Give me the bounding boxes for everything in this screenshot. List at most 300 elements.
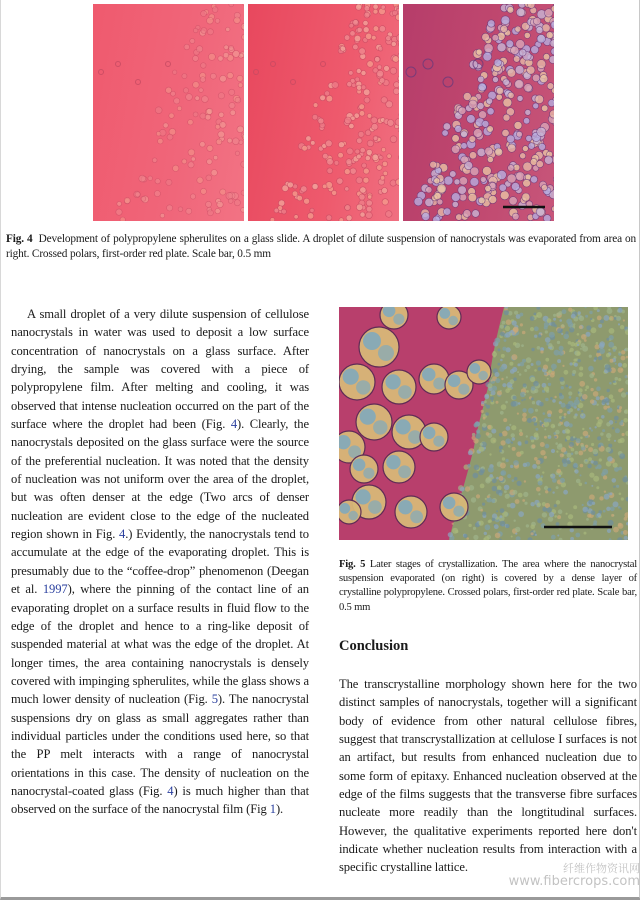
spherulite — [569, 386, 572, 389]
spherulite — [353, 44, 359, 50]
spherulite — [310, 208, 314, 212]
spherulite — [586, 385, 590, 389]
spherulite — [596, 417, 599, 420]
spherulite — [334, 161, 339, 166]
spherulite — [609, 394, 614, 399]
spherulite — [579, 381, 585, 387]
reference-link[interactable]: 1997 — [42, 582, 68, 597]
spherulite — [560, 453, 564, 457]
spherulite — [566, 430, 570, 434]
spherulite — [606, 353, 610, 357]
spherulite — [478, 83, 486, 91]
spherulite — [544, 428, 546, 430]
spherulite — [596, 422, 601, 427]
spherulite — [492, 352, 497, 357]
spherulite — [420, 423, 448, 451]
spherulite — [511, 354, 517, 360]
spherulite — [583, 431, 589, 437]
spherulite — [611, 399, 615, 403]
spherulite — [502, 457, 505, 460]
spherulite — [491, 429, 496, 434]
spherulite — [459, 177, 467, 185]
reference-link[interactable]: 4 — [230, 417, 238, 432]
spherulite — [384, 66, 390, 72]
spherulite — [615, 363, 617, 365]
spherulite — [377, 165, 383, 171]
spherulite — [302, 145, 308, 151]
spherulite — [495, 372, 500, 377]
spherulite — [373, 136, 378, 141]
spherulite — [621, 350, 625, 354]
spherulite — [593, 391, 599, 397]
spherulite — [548, 435, 550, 437]
spherulite — [281, 209, 286, 214]
spherulite — [589, 373, 594, 378]
spherulite — [505, 332, 511, 338]
body-text-right-column — [339, 675, 637, 877]
spherulite — [362, 163, 367, 168]
spherulite — [554, 350, 560, 356]
spherulite — [604, 494, 610, 500]
spherulite — [480, 509, 483, 512]
spherulite — [378, 345, 394, 361]
spherulite — [552, 478, 557, 483]
spherulite — [469, 152, 476, 159]
spherulite — [566, 513, 568, 515]
spherulite — [537, 346, 541, 350]
spherulite — [227, 138, 232, 143]
spherulite — [547, 507, 552, 512]
spherulite — [581, 410, 583, 412]
spherulite — [511, 387, 513, 389]
spherulite — [386, 211, 393, 218]
spherulite — [531, 348, 534, 351]
spherulite — [338, 152, 344, 158]
spherulite — [347, 82, 352, 87]
spherulite — [618, 308, 623, 313]
spherulite — [306, 136, 311, 141]
fig5-label: Fig. 5 — [339, 559, 366, 570]
spherulite — [524, 502, 527, 505]
spherulite — [562, 458, 567, 463]
spherulite — [495, 533, 501, 539]
spherulite — [393, 88, 399, 94]
spherulite — [573, 415, 576, 418]
spherulite — [353, 459, 366, 472]
spherulite — [465, 486, 470, 491]
spherulite — [575, 533, 580, 538]
spherulite — [559, 409, 563, 413]
spherulite — [477, 103, 484, 110]
spherulite — [422, 368, 436, 382]
spherulite — [206, 175, 212, 181]
spherulite — [365, 33, 371, 39]
spherulite — [217, 201, 223, 207]
spherulite — [589, 427, 591, 429]
spherulite — [570, 362, 573, 365]
spherulite — [540, 75, 548, 83]
spherulite — [621, 369, 623, 371]
spherulite — [577, 408, 580, 411]
spherulite — [357, 154, 362, 159]
spherulite — [622, 477, 628, 483]
spherulite — [218, 56, 223, 61]
spherulite — [274, 208, 279, 213]
spherulite — [357, 27, 362, 32]
spherulite — [597, 350, 600, 353]
spherulite — [589, 355, 592, 358]
spherulite — [505, 326, 510, 331]
spherulite — [548, 371, 551, 374]
spherulite — [612, 427, 614, 429]
spherulite — [363, 177, 369, 183]
spherulite — [564, 413, 567, 416]
spherulite — [458, 186, 467, 195]
spherulite — [458, 384, 469, 395]
spherulite — [167, 205, 173, 211]
spherulite — [373, 9, 378, 14]
spherulite — [207, 145, 213, 151]
spherulite — [395, 14, 399, 21]
spherulite — [475, 422, 479, 426]
spherulite — [377, 65, 382, 70]
spherulite — [532, 418, 536, 422]
spherulite — [485, 185, 491, 191]
spherulite — [610, 359, 614, 363]
spherulite — [215, 19, 220, 24]
spherulite — [578, 311, 581, 314]
spherulite — [218, 131, 225, 138]
spherulite — [312, 183, 318, 189]
spherulite — [545, 330, 548, 333]
spherulite — [559, 393, 562, 396]
spherulite — [544, 456, 547, 459]
spherulite — [515, 527, 520, 532]
spherulite — [517, 371, 519, 373]
spherulite — [621, 392, 626, 397]
spherulite — [554, 436, 557, 439]
spherulite — [434, 178, 440, 184]
spherulite — [573, 505, 577, 509]
spherulite — [381, 5, 385, 9]
spherulite — [564, 421, 570, 427]
spherulite — [530, 502, 534, 506]
spherulite — [500, 521, 506, 527]
spherulite — [598, 324, 602, 328]
spherulite — [191, 157, 195, 161]
spherulite — [526, 357, 532, 363]
spherulite — [492, 486, 498, 492]
spherulite — [391, 41, 396, 46]
spherulite — [361, 70, 366, 75]
spherulite — [507, 69, 516, 78]
spherulite — [325, 140, 332, 147]
spherulite — [537, 518, 542, 523]
spherulite — [508, 445, 511, 448]
spherulite — [596, 486, 599, 489]
spherulite — [585, 460, 587, 462]
spherulite — [470, 167, 479, 176]
spherulite — [528, 408, 534, 414]
spherulite — [545, 398, 549, 402]
spherulite — [169, 113, 174, 118]
spherulite — [237, 126, 244, 133]
spherulite — [544, 372, 547, 375]
spherulite — [371, 35, 376, 40]
reference-link[interactable]: 4 — [167, 783, 174, 798]
spherulite — [588, 457, 592, 461]
spherulite — [552, 491, 554, 493]
spherulite — [494, 338, 500, 344]
spherulite — [507, 6, 514, 13]
spherulite — [548, 383, 551, 386]
spherulite — [387, 120, 394, 127]
spherulite — [621, 356, 626, 361]
spherulite — [487, 495, 490, 498]
fig4-label: Fig. 4 — [6, 233, 33, 245]
spherulite — [297, 195, 303, 201]
spherulite — [422, 213, 430, 221]
spherulite — [242, 34, 244, 40]
spherulite — [515, 533, 517, 535]
spherulite — [356, 177, 363, 184]
spherulite — [337, 178, 343, 184]
spherulite — [223, 52, 229, 58]
spherulite — [505, 401, 508, 404]
spherulite — [548, 343, 552, 347]
spherulite — [586, 325, 591, 330]
spherulite — [510, 465, 513, 468]
spherulite — [526, 135, 532, 141]
spherulite — [572, 370, 576, 374]
spherulite — [232, 138, 239, 145]
spherulite — [537, 35, 546, 44]
spherulite — [582, 394, 588, 400]
reference-link[interactable]: 4 — [119, 527, 126, 542]
spherulite — [344, 35, 350, 41]
spherulite — [491, 400, 493, 402]
spherulite — [616, 316, 621, 321]
spherulite — [489, 474, 493, 478]
spherulite — [489, 519, 492, 522]
spherulite — [568, 308, 572, 312]
spherulite — [503, 418, 507, 422]
spherulite — [499, 366, 504, 371]
spherulite — [500, 325, 504, 329]
spherulite — [406, 67, 416, 77]
spherulite — [190, 38, 195, 43]
spherulite — [604, 315, 610, 321]
spherulite — [450, 171, 457, 178]
spherulite — [523, 179, 531, 187]
spherulite — [346, 159, 352, 165]
spherulite — [481, 410, 484, 413]
spherulite — [544, 326, 548, 330]
spherulite — [182, 74, 187, 79]
spherulite — [470, 178, 479, 187]
spherulite — [373, 420, 387, 434]
spherulite — [561, 333, 563, 335]
spherulite — [561, 386, 564, 389]
spherulite — [573, 436, 575, 438]
spherulite — [320, 95, 326, 101]
spherulite — [500, 463, 506, 469]
spherulite — [582, 504, 584, 506]
spherulite — [237, 75, 243, 81]
spherulite — [511, 46, 519, 54]
spherulite — [451, 193, 460, 202]
spherulite — [433, 378, 445, 390]
micrograph — [93, 4, 244, 221]
body-paragraph — [11, 305, 309, 819]
reference-link[interactable]: 5 — [211, 692, 218, 707]
spherulite — [350, 455, 378, 483]
spherulite — [448, 532, 453, 537]
spherulite — [565, 404, 570, 409]
spherulite — [383, 451, 415, 483]
spherulite — [593, 449, 599, 455]
spherulite — [513, 327, 519, 333]
spherulite — [574, 363, 578, 367]
spherulite — [327, 168, 333, 174]
spherulite — [547, 83, 554, 90]
spherulite — [364, 97, 370, 103]
spherulite — [226, 192, 233, 199]
spherulite — [613, 463, 618, 468]
spherulite — [472, 210, 480, 218]
spherulite — [511, 425, 516, 430]
spherulite — [545, 444, 550, 449]
spherulite — [607, 406, 610, 409]
spherulite — [556, 522, 560, 526]
spherulite — [554, 504, 557, 507]
spherulite — [511, 433, 515, 437]
spherulite — [235, 151, 239, 155]
spherulite — [620, 438, 625, 443]
spherulite — [468, 193, 477, 202]
spherulite — [522, 408, 526, 412]
spherulite — [507, 474, 511, 478]
spherulite — [569, 408, 573, 412]
spherulite — [528, 143, 535, 150]
spherulite — [468, 450, 473, 455]
spherulite — [556, 500, 560, 504]
spherulite — [531, 386, 536, 391]
spherulite — [611, 514, 614, 517]
spherulite — [562, 365, 564, 367]
spherulite — [499, 493, 503, 497]
spherulite — [615, 428, 620, 433]
spherulite — [503, 98, 512, 107]
spherulite — [193, 82, 200, 89]
spherulite — [512, 447, 516, 451]
spherulite — [535, 428, 538, 431]
spherulite — [354, 35, 361, 42]
spherulite — [207, 159, 213, 165]
spherulite — [517, 363, 520, 366]
spherulite — [600, 432, 603, 435]
spherulite — [235, 97, 241, 103]
spherulite — [591, 429, 593, 431]
spherulite — [365, 156, 370, 161]
spherulite — [487, 425, 491, 429]
spherulite — [584, 532, 587, 535]
spherulite — [506, 524, 510, 528]
spherulite — [604, 491, 606, 493]
spherulite — [371, 124, 378, 131]
spherulite — [562, 309, 567, 314]
spherulite — [568, 514, 573, 519]
spherulite — [201, 28, 207, 34]
spherulite — [522, 359, 526, 363]
spherulite — [625, 327, 627, 329]
spherulite — [360, 187, 366, 193]
spherulite — [497, 391, 502, 396]
spherulite — [360, 148, 365, 153]
spherulite — [530, 525, 535, 530]
spherulite — [208, 53, 215, 60]
spherulite — [536, 208, 545, 217]
spherulite — [234, 200, 240, 206]
spherulite — [589, 311, 592, 314]
spherulite — [241, 161, 244, 167]
text-segment: ), where the pinning of the contact line of an evaporating droplet on a surface results in fluid flow to the edge of the droplet and hence to a ring-like deposit of suspended material at what was the edge of the droplet. At longer times, the area containing nanocrystals is densely covered with impinging spherulites, while the glass shows a much lower density of nucleation (Fig. — [11, 582, 309, 707]
spherulite — [183, 88, 188, 93]
spherulite — [614, 440, 616, 442]
spherulite — [515, 499, 520, 504]
spherulite — [597, 513, 601, 517]
spherulite — [578, 340, 581, 343]
spherulite — [166, 179, 172, 185]
spherulite — [540, 420, 542, 422]
spherulite — [578, 372, 583, 377]
spherulite — [557, 444, 563, 450]
spherulite — [600, 319, 604, 323]
spherulite — [380, 176, 385, 181]
spherulite — [444, 176, 453, 185]
spherulite — [577, 333, 580, 336]
spherulite — [602, 429, 605, 432]
spherulite — [536, 487, 541, 492]
spherulite — [544, 156, 552, 164]
spherulite — [557, 469, 562, 474]
spherulite — [563, 490, 568, 495]
spherulite — [426, 187, 432, 193]
spherulite — [215, 208, 220, 213]
spherulite — [338, 142, 344, 148]
spherulite — [585, 482, 588, 485]
spherulite — [485, 524, 491, 530]
spherulite — [555, 442, 558, 445]
spherulite — [382, 370, 416, 404]
spherulite — [166, 87, 172, 93]
spherulite — [590, 399, 594, 403]
spherulite — [485, 478, 491, 484]
spherulite — [372, 154, 379, 161]
spherulite — [482, 120, 489, 127]
spherulite — [527, 66, 535, 74]
spherulite — [386, 455, 400, 469]
spherulite — [476, 494, 480, 498]
spherulite — [480, 468, 485, 473]
spherulite — [207, 17, 214, 24]
reference-link[interactable]: 1 — [269, 802, 276, 817]
spherulite — [155, 107, 162, 114]
spherulite — [547, 378, 549, 380]
spherulite — [536, 161, 543, 168]
spherulite — [381, 97, 387, 103]
spherulite — [544, 386, 549, 391]
